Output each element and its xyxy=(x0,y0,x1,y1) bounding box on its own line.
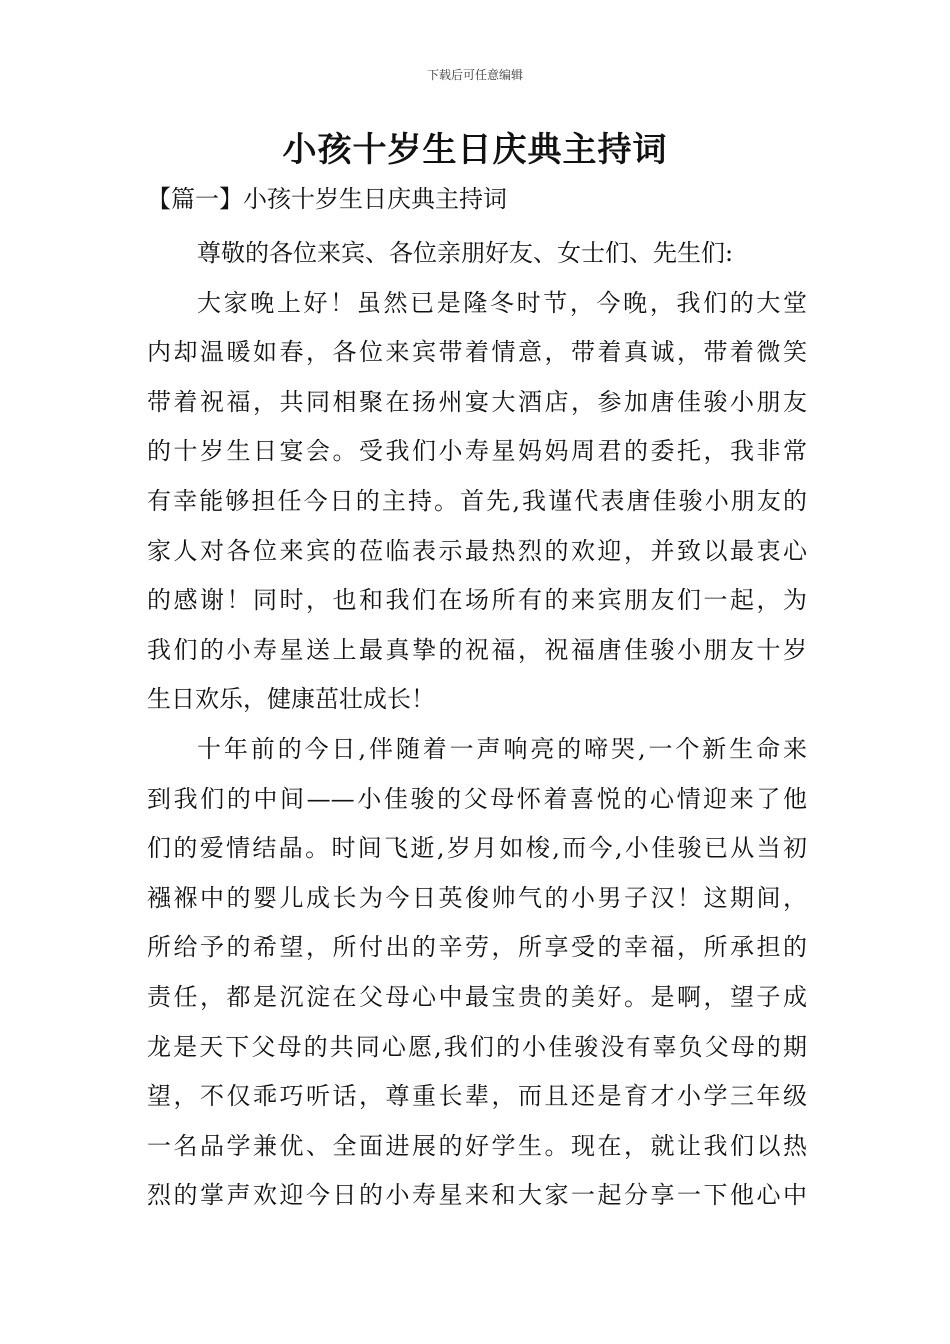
body-line: 的感谢！同时，也和我们在场所有的来宾朋友们一起，为 xyxy=(147,586,807,615)
body-line: 大家晚上好！虽然已是隆冬时节，今晚，我们的大堂 xyxy=(197,288,807,317)
body-line: 烈的掌声欢迎今日的小寿星来和大家一起分享一下他心中 xyxy=(147,1181,807,1210)
body-line: 们的爱情结晶。时间飞逝,岁月如梭,而今,小佳骏已从当初 xyxy=(147,834,807,863)
section-heading: 【篇一】小孩十岁生日庆典主持词 xyxy=(147,185,507,213)
body-line: 一名品学兼优、全面进展的好学生。现在，就让我们以热 xyxy=(147,1131,807,1160)
body-line: 我们的小寿星送上最真挚的祝福，祝福唐佳骏小朋友十岁 xyxy=(147,635,807,664)
body-line: 所给予的希望，所付出的辛劳，所享受的幸福，所承担的 xyxy=(147,933,807,962)
body-line: 尊敬的各位来宾、各位亲朋好友、女士们、先生们: xyxy=(197,239,734,267)
body-line: 有幸能够担任今日的主持。首先,我谨代表唐佳骏小朋友的 xyxy=(147,486,807,515)
body-text xyxy=(147,229,807,1221)
body-line: 十年前的今日,伴随着一声响亮的啼哭,一个新生命来 xyxy=(197,734,807,763)
body-line: 望，不仅乖巧听话，尊重长辈，而且还是育才小学三年级 xyxy=(147,1082,807,1111)
body-line: 到我们的中间——小佳骏的父母怀着喜悦的心情迎来了他 xyxy=(147,784,807,813)
body-line: 内却温暖如春，各位来宾带着情意，带着真诚，带着微笑 xyxy=(147,338,807,367)
body-line: 的十岁生日宴会。受我们小寿星妈妈周君的委托，我非常 xyxy=(147,437,807,466)
body-line: 龙是天下父母的共同心愿,我们的小佳骏没有辜负父母的期 xyxy=(147,1032,807,1061)
body-line: 襁褓中的婴儿成长为今日英俊帅气的小男子汉！这期间， xyxy=(147,883,807,912)
document-title: 小孩十岁生日庆典主持词 xyxy=(282,130,668,170)
body-line: 生日欢乐，健康茁壮成长！ xyxy=(147,685,435,714)
body-line: 责任，都是沉淀在父母心中最宝贵的美好。是啊，望子成 xyxy=(147,982,807,1011)
body-line: 带着祝福，共同相聚在扬州宴大酒店，参加唐佳骏小朋友 xyxy=(147,387,807,416)
header-note: 下载后可任意编辑 xyxy=(426,68,523,82)
body-line: 家人对各位来宾的莅临表示最热烈的欢迎，并致以最衷心 xyxy=(147,536,807,565)
